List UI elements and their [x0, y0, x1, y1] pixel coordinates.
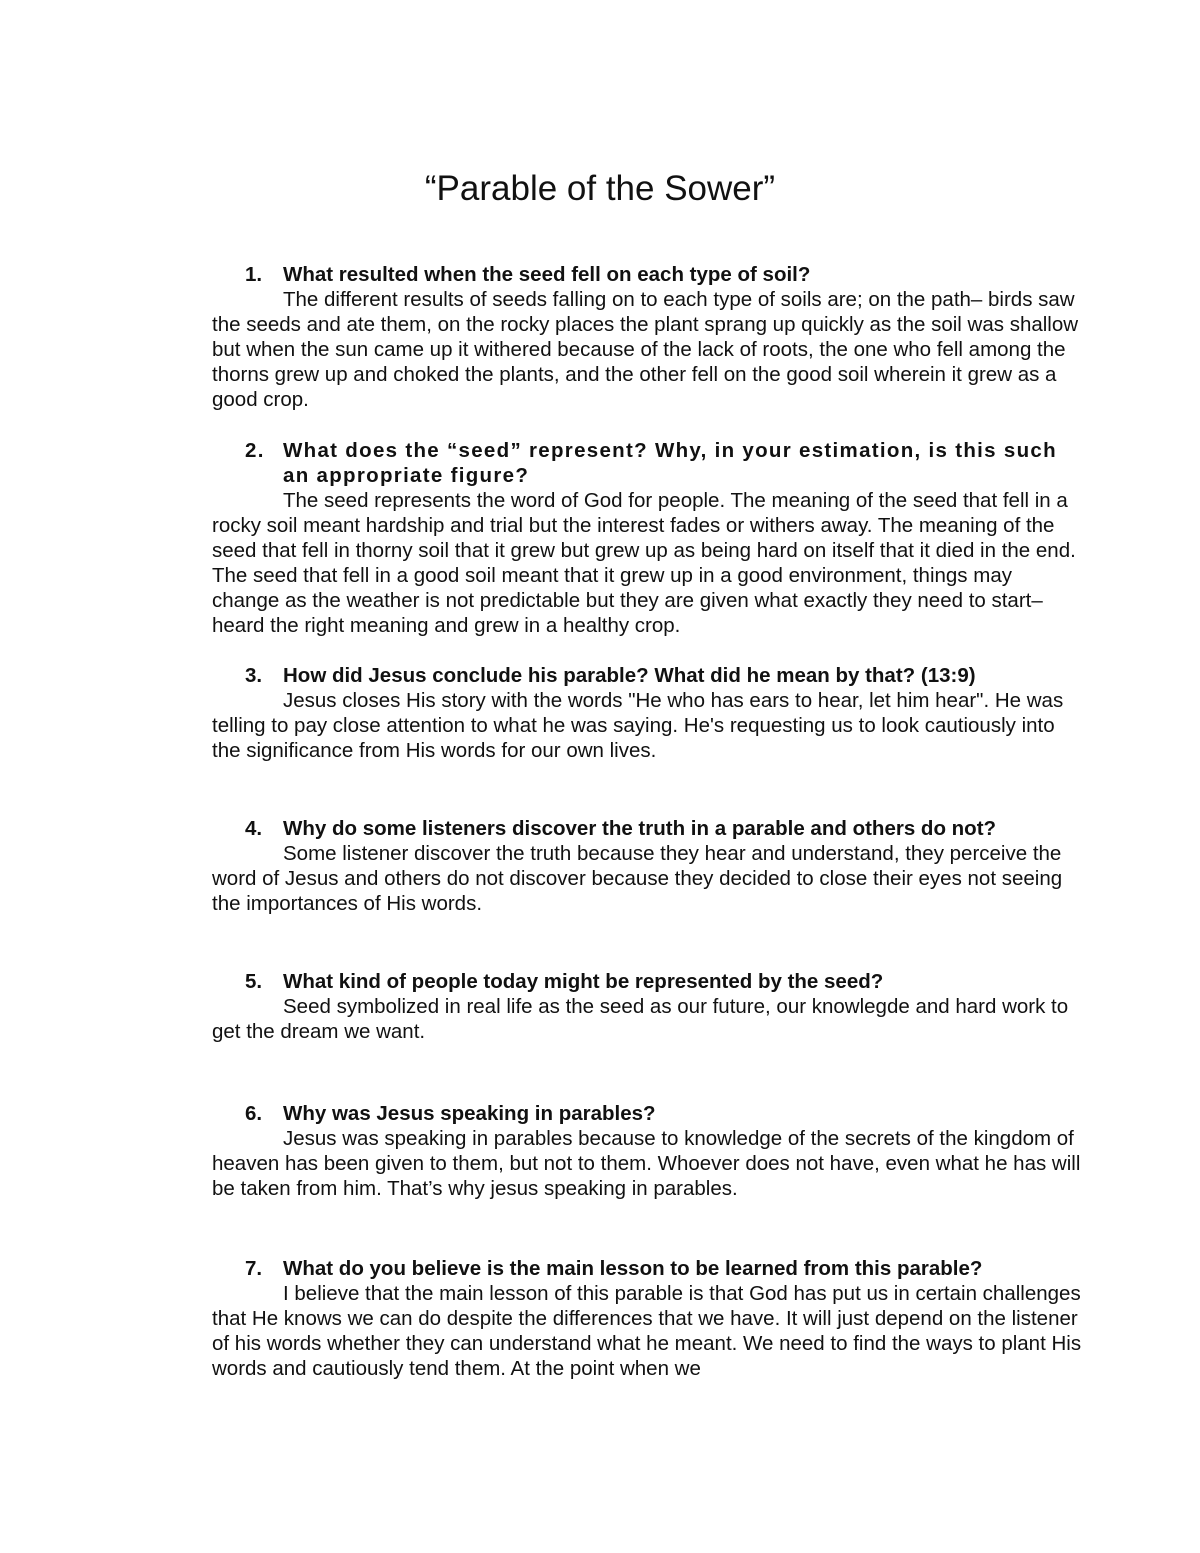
question-number: 3.	[245, 664, 263, 687]
question-text: What kind of people today might be represented by the seed?	[283, 970, 884, 993]
question-block-4	[212, 816, 1082, 916]
answer-1: The different results of seeds falling on to each type of soils are; on the path– birds saw the seeds and ate them, on the rocky places the plant sprang up quickly as the soil was shallow but when the sun came up it withered because of the lack of roots, the one who fell among the thorns grew up and choked the plants, and the other fell on the good soil wherein it grew as a good crop.	[212, 288, 1079, 411]
answer-5: Seed symbolized in real life as the seed as our future, our knowlegde and hard work to get the dream we want.	[212, 995, 1069, 1043]
answer-6: Jesus was speaking in parables because to knowledge of the secrets of the kingdom of heaven has been given to them, but not to them. Whoever does not have, even what he has will be taken from him. That’s why jesus speaking in parables.	[212, 1127, 1081, 1200]
question-4	[212, 816, 1082, 841]
answer-7: I believe that the main lesson of this parable is that God has put us in certain challenges that He knows we can do despite the differences that we have. It will just depend on the listener of his words whether they can understand what he meant. We need to find the ways to plant His words and cautiously tend them. At the point when we	[212, 1282, 1082, 1380]
question-text: Why was Jesus speaking in parables?	[283, 1102, 656, 1125]
question-7	[212, 1256, 1082, 1281]
answer-2: The seed represents the word of God for people. The meaning of the seed that fell in a rocky soil meant hardship and trial but the interest fades or withers away. The meaning of the seed that fell in thorny soil that it grew but grew up as being hard on itself that it died in the end. The seed that fell in a good soil meant that it grew up in a good environment, things may change as the weather is not predictable but they are given what exactly they need to start– heard the right meaning and grew in a healthy crop.	[212, 489, 1076, 637]
question-6	[212, 1101, 1082, 1126]
answer-4: Some listener discover the truth because they hear and understand, they perceive the word of Jesus and others do not discover because they decided to close their eyes not seeing the importances of His words.	[212, 842, 1063, 915]
question-number: 7.	[245, 1257, 263, 1280]
question-block-7	[212, 1256, 1082, 1381]
question-number: 2.	[245, 439, 265, 462]
question-block-5	[212, 969, 1082, 1044]
question-2	[212, 438, 1082, 488]
question-number: 5.	[245, 970, 263, 993]
question-text: What do you believe is the main lesson to be learned from this parable?	[283, 1257, 983, 1280]
question-block-1	[212, 262, 1082, 412]
question-text: How did Jesus conclude his parable? What did he mean by that? (13:9)	[283, 664, 976, 687]
question-3	[212, 663, 1082, 688]
question-1	[212, 262, 1082, 287]
question-number: 4.	[245, 817, 263, 840]
question-number: 6.	[245, 1102, 263, 1125]
question-text: What does the “seed” represent? Why, in your estimation, is this such an appropriate figure?	[283, 439, 1057, 487]
question-5	[212, 969, 1082, 994]
document-title: “Parable of the Sower”	[424, 169, 776, 208]
question-text: Why do some listeners discover the truth in a parable and others do not?	[283, 817, 997, 840]
question-block-6	[212, 1101, 1082, 1201]
question-text: What resulted when the seed fell on each type of soil?	[283, 263, 811, 286]
question-block-3	[212, 663, 1082, 763]
answer-3: Jesus closes His story with the words "He who has ears to hear, let him hear". He was telling to pay close attention to what he was saying. He's requesting us to look cautiously into the significance from His words for our own lives.	[212, 689, 1064, 762]
question-number: 1.	[245, 263, 263, 286]
question-block-2	[212, 438, 1082, 638]
